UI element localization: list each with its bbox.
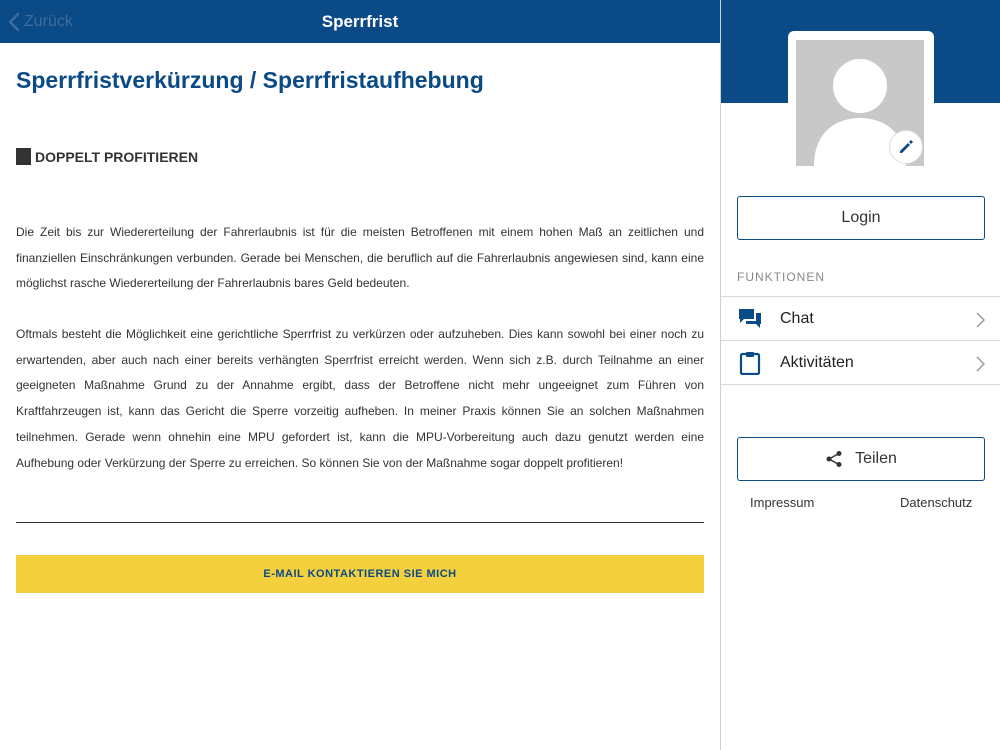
top-bar	[0, 0, 720, 43]
section-title: DOPPELT PROFITIEREN	[35, 148, 199, 165]
paragraph-2: Oftmals besteht die Möglichkeit eine gerichtliche Sperrfrist zu verkürzen oder aufzuheben. Dies kann sowohl bei einer noch zu erwartenden, aber auch nach einer bereits verhängten Sperrfrist erreicht werden. Wenn sich z.B. durch Teilnahme an einer geeigneten Maßnahme Grund zu der Annahme ergibt, dass der Betroffene nicht mehr ungeeignet zum Führen von Kraftfahrzeugen ist, kann das Gericht die Sperre vorzeitig aufheben. In meiner Praxis können Sie an solchen Maßnahmen teilnehmen. Gerade wenn ohnehin eine MPU gefordert ist, kann die MPU-Vorbereitung auch dazu genutzt werden eine Aufhebung oder Verkürzung der Sperre zu erreichen. So können Sie von der Maßnahme sogar doppelt profitieren!	[16, 327, 704, 470]
login-button[interactable]: Login	[737, 196, 985, 240]
edit-avatar-button[interactable]	[889, 130, 923, 164]
impressum-link[interactable]: Impressum	[750, 495, 815, 510]
paragraph-1: Die Zeit bis zur Wiedererteilung der Fahrerlaubnis ist für die meisten Betroffenen mit einem hohen Maß an zeitlichen und finanziellen Einschränkungen verbunden. Gerade bei Menschen, die beruflich auf die Fahrerlaubnis angewiesen sind, kann eine möglichst rasche Wiedererteilung der Fahrerlaubnis bares Geld bedeuten.	[16, 225, 704, 291]
chevron-right-icon	[976, 312, 985, 328]
share-icon	[825, 450, 843, 468]
back-label: Zurück	[24, 13, 73, 30]
divider	[16, 522, 704, 523]
chevron-right-icon	[976, 356, 985, 372]
sidebar	[720, 0, 1000, 750]
page-title: Sperrfristverkürzung / Sperrfristaufhebung	[16, 67, 484, 93]
share-label: Teilen	[855, 450, 897, 467]
datenschutz-link[interactable]: Datenschutz	[900, 495, 973, 510]
sidebar-item-aktivitaeten[interactable]	[721, 341, 1000, 385]
pencil-icon	[897, 138, 915, 156]
square-bullet-icon	[16, 148, 31, 165]
share-button[interactable]	[737, 437, 985, 481]
sidebar-item-label: Aktivitäten	[780, 354, 854, 371]
topbar-title: Sperrfrist	[321, 12, 399, 31]
avatar-frame	[788, 31, 934, 173]
email-contact-button[interactable]: E-MAIL KONTAKTIEREN SIE MICH	[16, 555, 704, 593]
clipboard-icon	[738, 351, 762, 375]
chat-icon	[738, 307, 762, 331]
section-heading	[16, 148, 198, 165]
sidebar-item-chat[interactable]	[721, 297, 1000, 341]
functions-list	[721, 296, 1000, 385]
sidebar-item-label: Chat	[780, 310, 814, 327]
functions-label: FUNKTIONEN	[737, 270, 825, 284]
